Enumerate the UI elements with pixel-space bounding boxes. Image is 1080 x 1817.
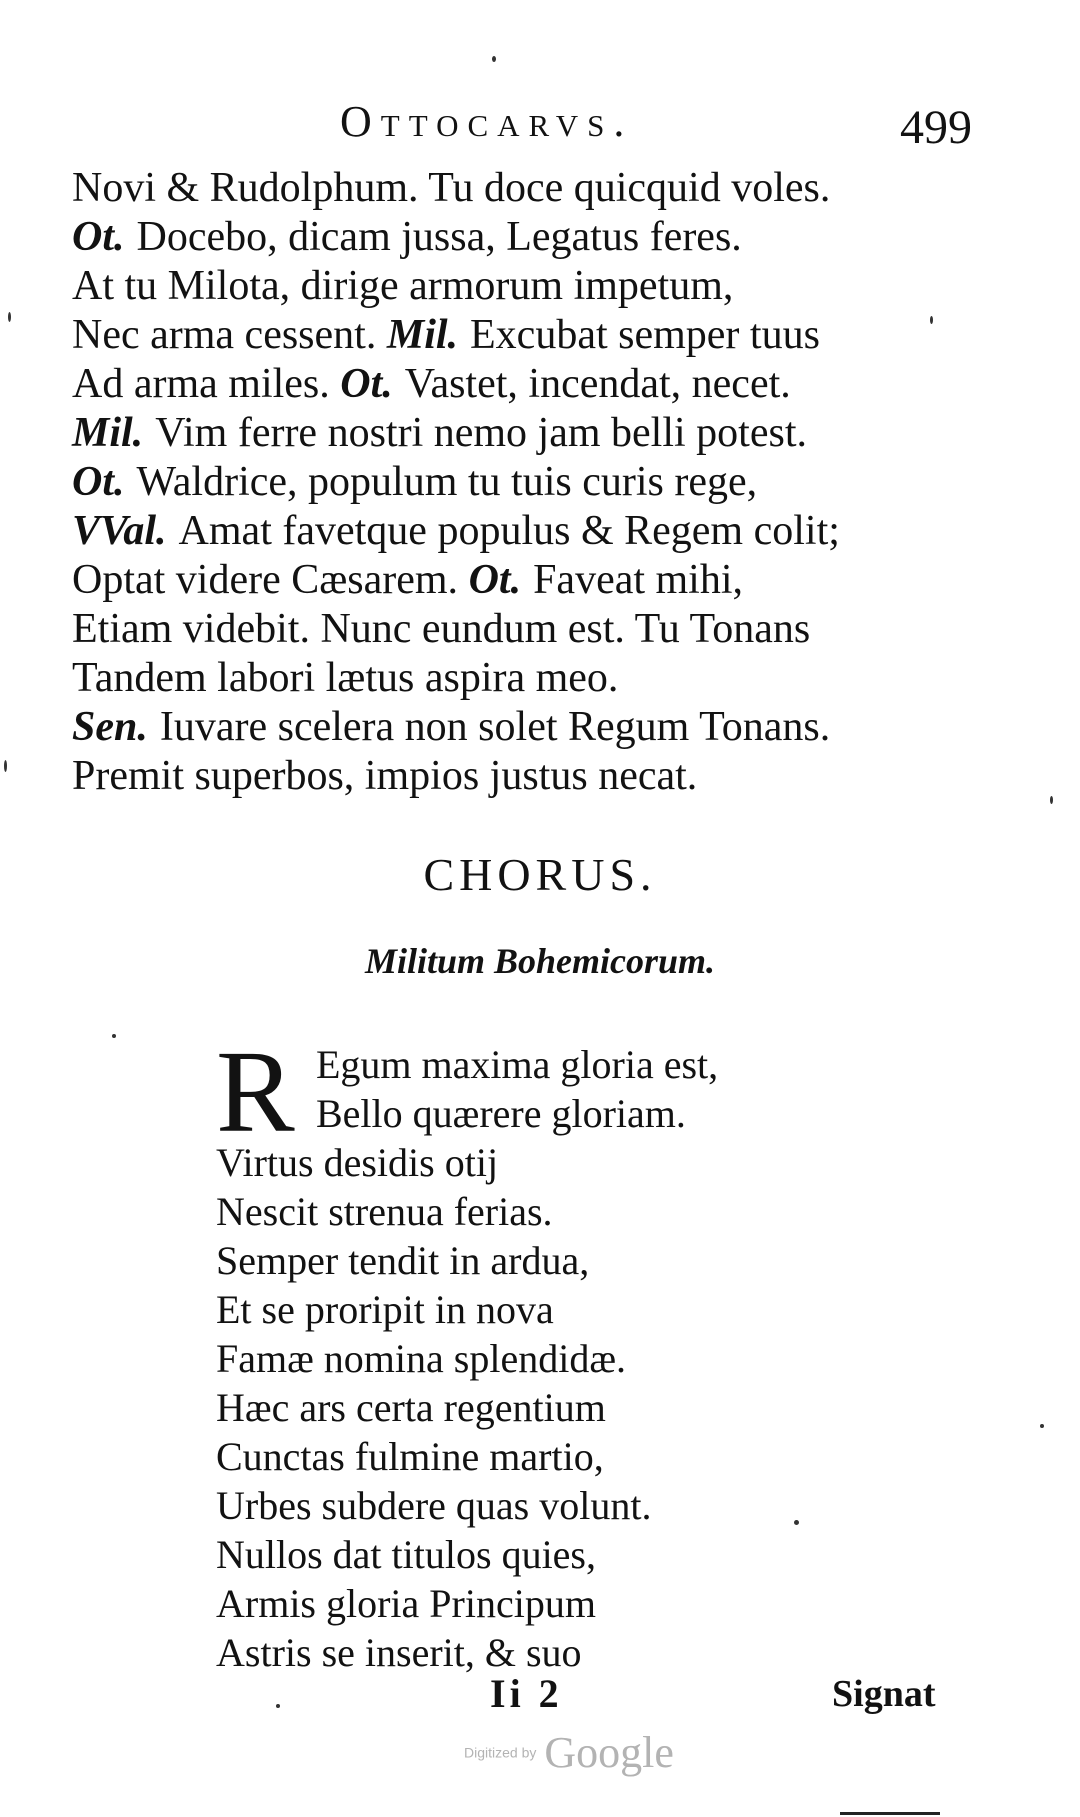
chorus-line: Semper tendit in ardua, — [216, 1238, 590, 1283]
chorus-line: Bello quærere gloriam. — [316, 1091, 686, 1136]
catchword: Signat — [832, 1673, 936, 1715]
verse-text: Tandem labori lætus aspira meo. — [72, 655, 619, 701]
chorus-line: Virtus desidis otij — [216, 1140, 499, 1185]
chorus-line: Cunctas fulmine martio, — [216, 1434, 604, 1479]
verse-line — [72, 262, 972, 311]
scan-speck — [1050, 796, 1053, 804]
scan-speck — [492, 56, 496, 62]
verse-text: At tu Milota, dirige armorum impetum, — [72, 263, 734, 309]
chorus-line: Urbes subdere quas volunt. — [216, 1483, 652, 1528]
verse-line — [72, 213, 972, 262]
verse-text: Iuvare scelera non solet Regum Tonans. — [159, 704, 831, 750]
digitization-watermark — [464, 1727, 674, 1778]
verse-line — [72, 458, 972, 507]
verse-text: Excubat semper tuus — [470, 312, 820, 358]
scan-speck — [276, 1704, 280, 1708]
speaker-label: Mil. — [386, 312, 459, 358]
footer-rule — [840, 1812, 940, 1815]
watermark-prefix: Digitized by — [464, 1744, 537, 1761]
verse-line — [72, 360, 972, 409]
scan-speck — [794, 1520, 799, 1525]
scan-speck — [4, 760, 7, 772]
chorus-line: Famæ nomina splendidæ. — [216, 1336, 626, 1381]
verse-line — [72, 311, 972, 360]
verse-text: Vastet, incendat, necet. — [404, 361, 791, 407]
verse-line — [72, 703, 972, 752]
verse-line — [72, 164, 972, 213]
verse-text: Waldrice, populum tu tuis curis rege, — [136, 459, 758, 505]
scan-speck — [930, 316, 933, 324]
verse-text: Novi & Rudolphum. Tu doce quicquid voles. — [72, 165, 831, 211]
dialogue-verse-block — [72, 164, 972, 801]
scan-speck — [8, 312, 11, 322]
running-title: Ottocarvs. — [340, 97, 634, 146]
chorus-line: Hæc ars certa regentium — [216, 1385, 606, 1430]
verse-text: Faveat mihi, — [533, 557, 744, 603]
signature-mark: Ii 2 — [490, 1671, 563, 1716]
speaker-label: Ot. — [72, 459, 125, 505]
verse-line — [72, 409, 972, 458]
chorus-line: Egum maxima gloria est, — [316, 1042, 719, 1087]
watermark-brand: Google — [544, 1728, 674, 1777]
scan-speck — [1040, 1424, 1044, 1428]
chorus-line: Astris se inserit, & suo — [216, 1630, 582, 1675]
verse-text: Docebo, dicam jussa, Legatus feres. — [136, 214, 742, 260]
page-number: 499 — [900, 101, 972, 154]
verse-text: Premit superbos, impios justus necat. — [72, 753, 698, 799]
speaker-label: Mil. — [72, 410, 144, 456]
verse-line — [72, 605, 972, 654]
chorus-line: Armis gloria Principum — [216, 1581, 596, 1626]
speaker-label: Ot. — [340, 361, 393, 407]
speaker-label: VVal. — [72, 508, 167, 554]
verse-text: Ad arma miles. — [72, 361, 330, 407]
chorus-line: Nescit strenua ferias. — [216, 1189, 553, 1234]
verse-line — [72, 654, 972, 703]
chorus-line: Et se proripit in nova — [216, 1287, 554, 1332]
verse-line — [72, 556, 972, 605]
chorus-line: Nullos dat titulos quies, — [216, 1532, 596, 1577]
speaker-label: Ot. — [72, 214, 125, 260]
verse-text: Etiam videbit. Nunc eundum est. Tu Tonans — [72, 606, 811, 652]
verse-text: Nec arma cessent. — [72, 312, 377, 358]
speaker-label: Ot. — [468, 557, 522, 603]
chorus-heading: CHORUS. — [423, 849, 657, 900]
speaker-label: Sen. — [72, 704, 148, 750]
verse-line — [72, 507, 972, 556]
chorus-verse-block — [216, 1026, 916, 1677]
chorus-subtitle: Militum Bohemicorum. — [364, 941, 716, 981]
verse-line — [72, 752, 972, 801]
scan-speck — [112, 1034, 116, 1038]
drop-cap: R — [216, 1026, 295, 1157]
verse-text: Vim ferre nostri nemo jam belli potest. — [155, 410, 808, 456]
verse-text: Amat favetque populus & Regem colit; — [178, 508, 840, 554]
verse-text: Optat videre Cæsarem. — [72, 557, 459, 603]
